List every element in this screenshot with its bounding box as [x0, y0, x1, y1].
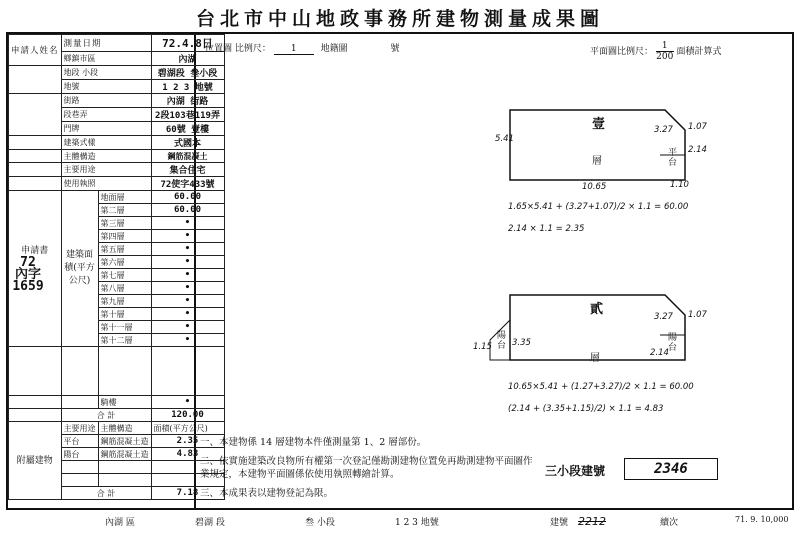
total-value: 120.00: [151, 409, 224, 422]
floor-2-sub: 層: [590, 353, 600, 364]
location-scale-value: 1: [274, 44, 314, 55]
attached-struct-label: 主體構造: [98, 422, 151, 435]
floor-name: 第五層: [98, 243, 151, 256]
survey-date-value: 72.4.8日: [151, 35, 224, 52]
stairs-value: •: [151, 396, 224, 409]
floor-area: 60.00: [151, 191, 224, 204]
floor-area: •: [151, 230, 224, 243]
floor-name: 第四層: [98, 230, 151, 243]
attached-use: 陽台: [61, 448, 98, 461]
floor-2-calc-2: (2.14 + (3.35+1.15)/2) × 1.1 = 4.83: [508, 404, 664, 414]
floor-area: •: [151, 334, 224, 347]
plan-scale-num: 1: [656, 41, 674, 52]
applicant-box-value: 72 內字 1659: [12, 254, 44, 294]
survey-date-label: 測量日期: [61, 35, 151, 52]
note-1: 一、本建物係 14 層建物本件僅測量第 1、2 層部份。: [200, 437, 427, 448]
lane-value: 2段103巷119弄: [151, 108, 224, 122]
structure-value: 鋼筋混凝土: [151, 150, 224, 163]
footer-building-no: 2212: [578, 515, 606, 528]
lane-label: 段巷弄: [61, 108, 151, 122]
footer-continue: 續次: [660, 518, 679, 528]
balcony-label-left: 陽台: [497, 331, 507, 351]
building-number-stamp: 2346: [624, 458, 718, 480]
note-3: 三、本成果表以建物登記為限。: [200, 488, 334, 499]
street-value: 內湖 街路: [151, 94, 224, 108]
note-2: 二、依實施建築改良物所有權第一次登記僅勘測建物位置免再勘測建物平面圖作業規定，本建物平面圖係依使用執照轉繪計算。: [200, 456, 533, 480]
floor-name: 第十二層: [98, 334, 151, 347]
dim-d-1: 1.10: [670, 180, 689, 190]
dim-a-1: 3.27: [654, 125, 673, 135]
floor-name: 地面層: [98, 191, 151, 204]
floor-name: 第九層: [98, 295, 151, 308]
use-label: 主要用途: [61, 163, 151, 177]
number-label: 門牌: [61, 122, 151, 136]
dim-b-2: 1.07: [688, 310, 707, 320]
footer-lot: 1 2 3 地號: [395, 518, 439, 528]
floor-area: •: [151, 295, 224, 308]
floor-area: •: [151, 256, 224, 269]
attached-total-label: 合 計: [61, 487, 151, 500]
footer-subsection: 叁 小段: [305, 518, 335, 528]
floor-1-calc: 1.65×5.41 + (3.27+1.07)/2 × 1.1 = 60.00: [508, 202, 689, 212]
floor-plan-drawings: [480, 95, 710, 415]
document-title: 台北市中山地政事務所建物測量成果圖: [195, 8, 604, 30]
platform-label: 平台: [668, 148, 678, 168]
plan-scale-den: 200: [656, 52, 674, 62]
floor-area-group-label: 建築面積(平方公尺): [61, 191, 98, 347]
floor-2-label: 貳: [590, 302, 604, 317]
attached-use: 平台: [61, 435, 98, 448]
street-label: 街路: [61, 94, 151, 108]
floor-name: 第八層: [98, 282, 151, 295]
total-label: 合 計: [61, 409, 151, 422]
dim-e-2: 1.15: [473, 342, 492, 352]
dim-b-1: 1.07: [688, 122, 707, 132]
location-scale-label: 位置圖 比例尺：: [205, 44, 271, 54]
floor-name: 第十層: [98, 308, 151, 321]
location-no-label: 號: [390, 44, 400, 54]
number-value: 60號 壹樓: [151, 122, 224, 136]
attached-struct: 鋼筋混凝土造: [98, 448, 151, 461]
parcel-value: 碧湖段 叁小段: [151, 66, 224, 80]
location-map-label: 地籍圖: [320, 44, 348, 54]
floor-area: •: [151, 321, 224, 334]
applicant-box-label: 申請書: [21, 245, 49, 256]
footer-print-info: 71. 9. 10,000: [735, 515, 789, 524]
dim-w-1: 10.65: [582, 182, 607, 192]
floor-name: 第二層: [98, 204, 151, 217]
applicant-label: 申請人姓名: [9, 35, 62, 66]
floor-area: •: [151, 269, 224, 282]
floor-name: 第三層: [98, 217, 151, 230]
footer-building-no-label: 建號: [550, 518, 569, 528]
structure-label: 主體構造: [61, 150, 151, 163]
stairs-label: 騎樓: [98, 396, 151, 409]
district-label: 鄉鎮市區: [61, 52, 151, 66]
dim-f-2: 3.35: [512, 338, 531, 348]
attached-area-label: 面積(平方公尺): [151, 422, 224, 435]
notes-block: [200, 436, 535, 500]
attached-area: 2.35: [151, 435, 224, 448]
floor-area: •: [151, 308, 224, 321]
location-map-header: [205, 41, 400, 55]
floor-1-label: 壹: [592, 117, 606, 132]
lot-label: 地號: [61, 80, 151, 94]
floor-name: 第六層: [98, 256, 151, 269]
floor-area: •: [151, 217, 224, 230]
floor-1-sub: 層: [592, 156, 602, 167]
applicant-box: [11, 245, 59, 293]
floor-1-calc-2: 2.14 × 1.1 = 2.35: [508, 224, 585, 234]
floor-name: 第十一層: [98, 321, 151, 334]
attached-struct: 鋼筋混凝土造: [98, 435, 151, 448]
dim-a-2: 3.27: [654, 312, 673, 322]
style-value: 式國本: [151, 136, 224, 150]
area-calc-label: 面積計算式: [676, 47, 722, 57]
floor-area: •: [151, 282, 224, 295]
floor-name: 第七層: [98, 269, 151, 282]
use-value: 集合住宅: [151, 163, 224, 177]
stamp-label: 三小段建號: [545, 464, 606, 478]
style-label: 建築式樣: [61, 136, 151, 150]
footer-district: 內湖 區: [105, 518, 135, 528]
plan-scale-header: [590, 41, 722, 62]
license-value: 72使字433號: [151, 177, 224, 191]
parcel-label: 地段 小段: [61, 66, 151, 80]
building-data-table: [8, 34, 225, 500]
footer-section: 碧湖 段: [195, 518, 225, 528]
attached-total-value: 7.18: [151, 487, 224, 500]
license-label: 使用執照: [61, 177, 151, 191]
lot-value: 1 2 3 地號: [151, 80, 224, 94]
attached-area: 4.83: [151, 448, 224, 461]
district-value: 內湖: [151, 52, 224, 66]
dim-c-1: 2.14: [688, 145, 707, 155]
floor-area: 60.00: [151, 204, 224, 217]
footer: [0, 515, 800, 531]
attached-label: 附屬建物: [9, 422, 62, 500]
dim-c-2: 2.14: [650, 348, 669, 358]
attached-use-label: 主要用途: [61, 422, 98, 435]
dim-h-1: 5.41: [495, 134, 514, 144]
balcony-label-right: 陽台: [668, 333, 678, 353]
plan-scale-label: 平面圖比例尺：: [590, 47, 654, 57]
floor-area: •: [151, 243, 224, 256]
floor-2-calc: 10.65×5.41 + (1.27+3.27)/2 × 1.1 = 60.00: [508, 382, 694, 392]
